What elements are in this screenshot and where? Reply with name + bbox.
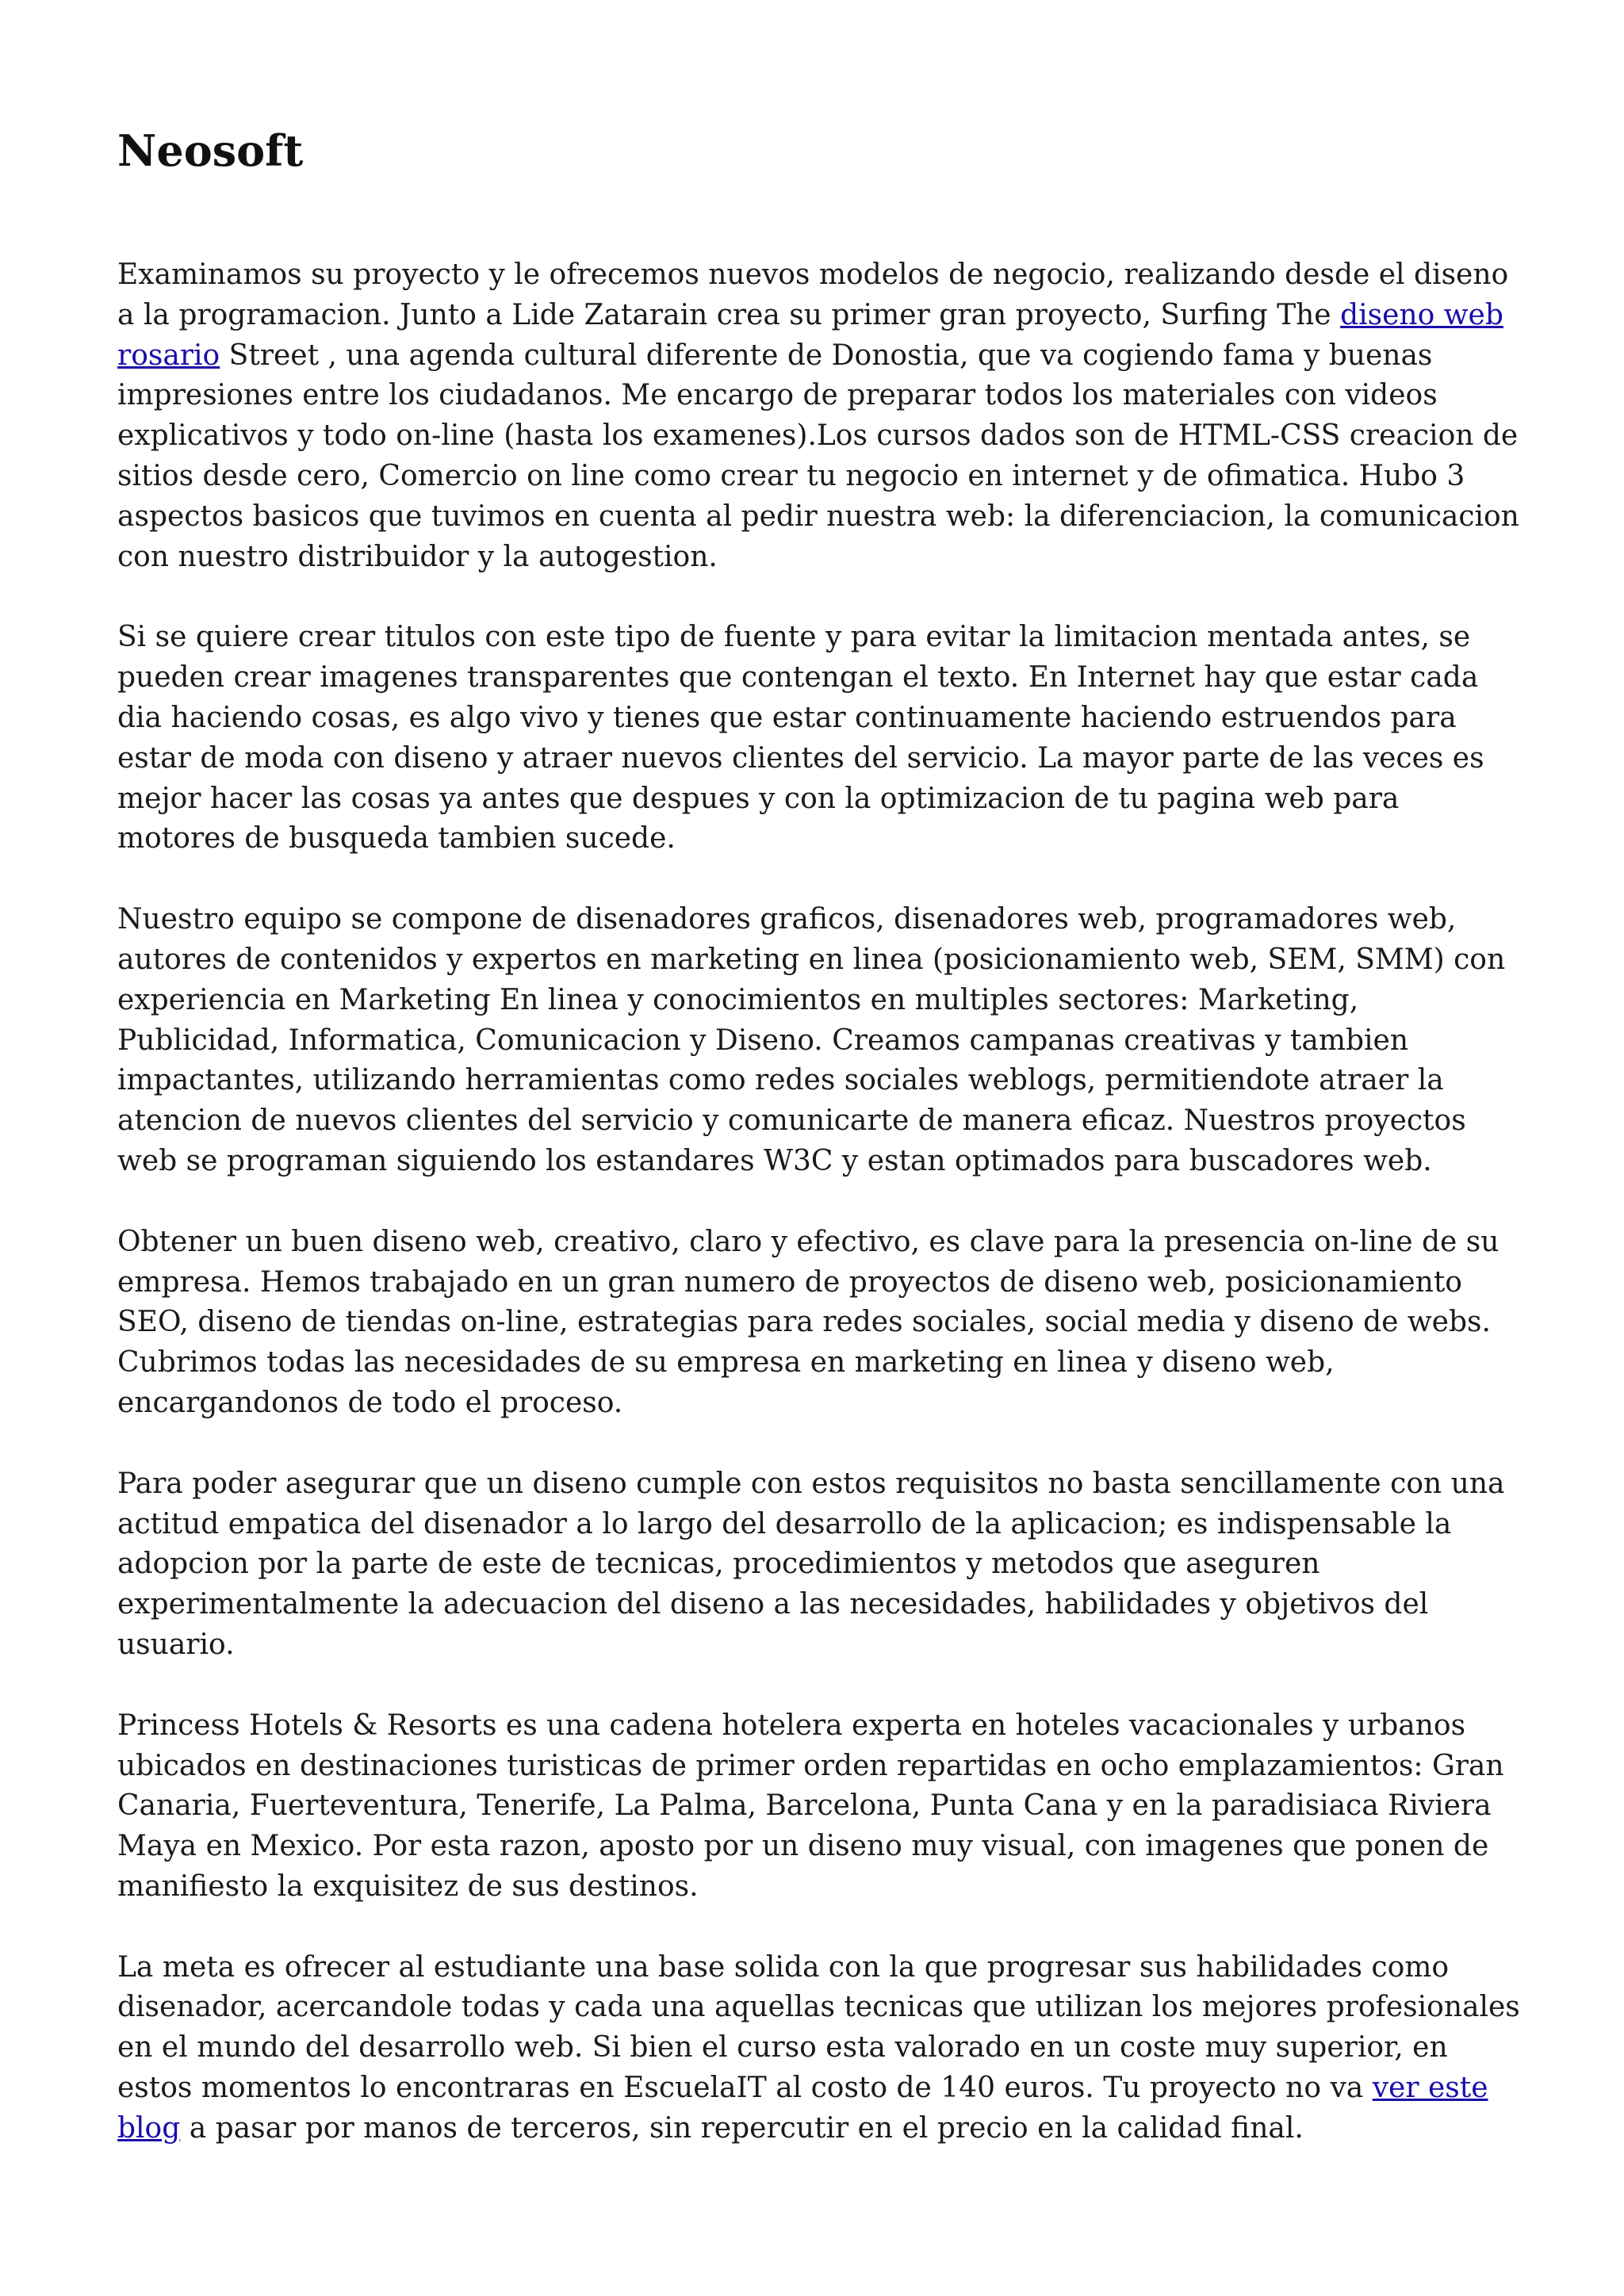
paragraph-7 [117,1948,1521,2149]
paragraph-2: Si se quiere crear titulos con este tipo de fuente y para evitar la limitacion mentada antes, se pueden crear imagenes transparentes que contengan el texto. En Internet hay que estar cada dia haciendo cosas, es algo vivo y tienes que estar continuamente haciendo estruendos para estar de moda con diseno y atraer nuevos clientes del servicio. La mayor parte de las veces es mejor hacer las cosas ya antes que despues y con la optimizacion de tu pagina web para motores de busqueda tambien sucede. [117,621,1484,855]
paragraph-3: Nuestro equipo se compone de disenadores graficos, disenadores web, programadores web, autores de contenidos y expertos en marketing en linea (posicionamiento web, SEM, SMM) con experiencia en Marketing En linea y conocimientos en multiples sectores: Marketing, Publicidad, Informatica, Comunicacion y Diseno. Creamos campanas creativas y tambien impactantes, utilizando herramientas como redes sociales weblogs, permitiendote atraer la atencion de nuevos clientes del servicio y comunicarte de manera eficaz. Nuestros proyectos web se programan siguiendo los estandares W3C y estan optimados para buscadores web. [117,903,1506,1177]
diseno-web-rosario-link[interactable]: diseno web rosario [117,298,1503,372]
article-body [117,255,1521,2190]
paragraph-5: Para poder asegurar que un diseno cumple con estos requisitos no basta sencillamente con una actitud empatica del disenador a lo largo del desarrollo de la aplicacion; es indispensable la adopcion por la parte de este de tecnicas, procedimientos y metodos que aseguren experimentalmente la adecuacion del diseno a las necesidades, habilidades y objetivos del usuario. [117,1467,1505,1661]
paragraph-1 [117,255,1521,577]
paragraph-1-text-after: Street , una agenda cultural diferente de Donostia, que va cogiendo fama y buenas impresiones entre los ciudadanos. Me encargo de preparar todos los materiales con videos explicativos y todo on-line (hasta los examenes).Los cursos dados son de HTML-CSS creacion de sitios desde cero, Comercio on line como crear tu negocio en internet y de ofimatica. Hubo 3 aspectos basicos que tuvimos en cuenta al pedir nuestra web: la diferenciacion, la comunicacion con nuestro distribuidor y la autogestion. [117,339,1519,573]
ver-este-blog-link[interactable]: ver este blog [117,2072,1488,2145]
page-title: Neosoft [117,125,304,176]
paragraph-4: Obtener un buen diseno web, creativo, claro y efectivo, es clave para la presencia on-line de su empresa. Hemos trabajado en un gran numero de proyectos de diseno web, posicionamiento SEO, diseno de tiendas on-line, estrategias para redes sociales, social media y diseno de webs. Cubrimos todas las necesidades de su empresa en marketing en linea y diseno web, encargandonos de todo el proceso. [117,1225,1500,1419]
paragraph-7-text-after: a pasar por manos de terceros, sin repercutir en el precio en la calidad final. [180,2111,1304,2145]
paragraph-6: Princess Hotels & Resorts es una cadena hotelera experta en hoteles vacacionales y urbanos ubicados en destinaciones turisticas de primer orden repartidas en ocho emplazamientos: Gran Canaria, Fuerteventura, Tenerife, La Palma, Barcelona, Punta Cana y en la paradisiaca Riviera Maya en Mexico. Por esta razon, aposto por un diseno muy visual, con imagenes que ponen de manifiesto la exquisitez de sus destinos. [117,1709,1504,1903]
paragraph-7-text-before: La meta es ofrecer al estudiante una base solida con la que progresar sus habilidades como disenador, acercandole todas y cada una aquellas tecnicas que utilizan los mejores profesionales en el mundo del desarrollo web. Si bien el curso esta valorado en un coste muy superior, en estos momentos lo encontraras en EscuelaIT al costo de 140 euros. Tu proyecto no va [117,1950,1520,2105]
paragraph-1-text-before: Examinamos su proyecto y le ofrecemos nuevos modelos de negocio, realizando desde el diseno a la programacion. Junto a Lide Zatarain crea su primer gran proyecto, Surfing The [117,258,1509,331]
